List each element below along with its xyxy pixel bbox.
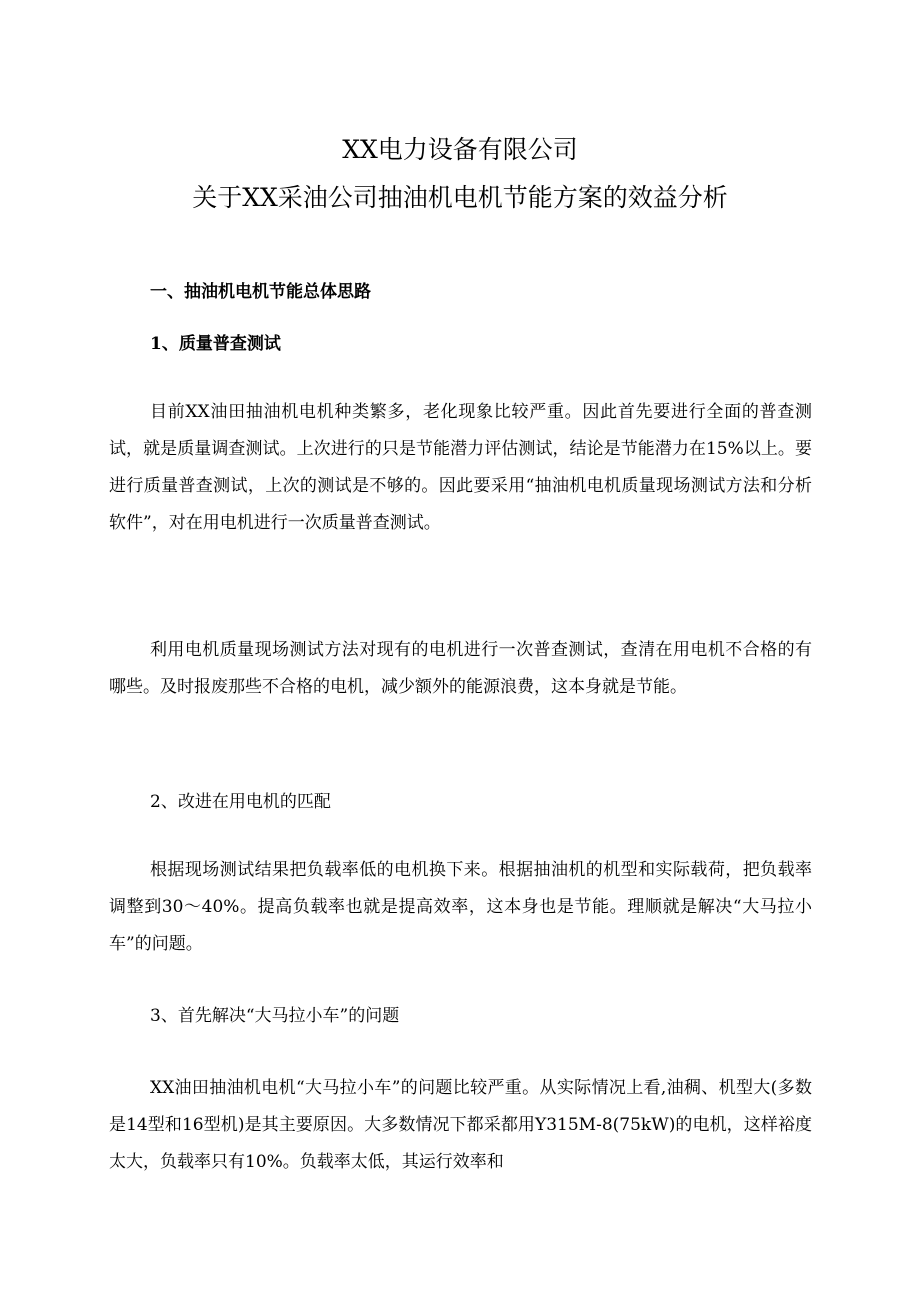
subsection-heading-improve-matching: 2、改进在用电机的匹配 xyxy=(150,792,331,812)
paragraph-oversized-motor: XX油田抽油机电机“大马拉小车”的问题比较严重。从实际情况上看,油稠、机型大(多数是14型和16型机)是其主要原因。大多数情况下都采都用Y315M-8(75kW)的电机，这样裕度太大，负载率只有10%。负载率太低，其运行效率和 xyxy=(109,1078,812,1172)
document-title: 关于XX采油公司抽油机电机节能方案的效益分析 xyxy=(192,183,728,212)
paragraph-quality-survey: 目前XX油田抽油机电机种类繁多，老化现象比较严重。因此首先要进行全面的普查测试，就是质量调查测试。上次进行的只是节能潜力评估测试，结论是节能潜力在15%以上。要进行质量普查测试，上次的测试是不够的。因此要采用“抽油机电机质量现场测试方法和分析软件”，对在用电机进行一次质量普查测试。 xyxy=(109,402,812,533)
subsection-heading-oversized-motor: 3、首先解决“大马拉小车”的问题 xyxy=(150,1006,400,1026)
paragraph-load-rate: 根据现场测试结果把负载率低的电机换下来。根据抽油机的机型和实际载荷，把负载率调整到30～40%。提高负载率也就是提高效率，这本身也是节能。理顺就是解决“大马拉小车”的问题。 xyxy=(109,860,812,954)
paragraph-scrap-unqualified: 利用电机质量现场测试方法对现有的电机进行一次普查测试，查清在用电机不合格的有哪些。及时报废那些不合格的电机，减少额外的能源浪费，这本身就是节能。 xyxy=(109,640,812,697)
section-heading-overall-approach: 一、抽油机电机节能总体思路 xyxy=(150,282,371,302)
company-title: XX电力设备有限公司 xyxy=(342,135,578,164)
subsection-heading-quality-survey: 1、质量普查测试 xyxy=(150,334,281,354)
